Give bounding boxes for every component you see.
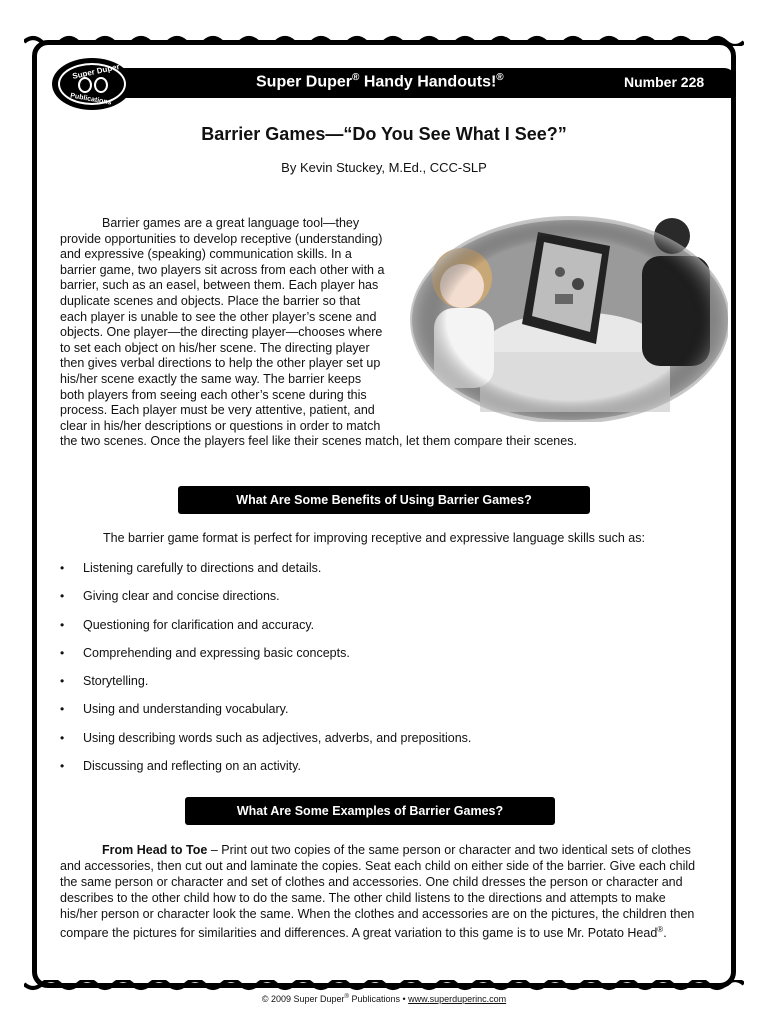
benefit-text: Comprehending and expressing basic concepts.: [83, 645, 350, 660]
footer-copyright-suffix: Publications •: [348, 994, 409, 1004]
footer: [0, 994, 768, 1004]
bullet-icon: •: [60, 645, 65, 660]
benefit-item: [60, 673, 471, 701]
example-title: From Head to Toe: [102, 843, 208, 857]
intro-line: then gives verbal directions to help the other player set up: [60, 356, 381, 371]
header-brand: Super Duper: [256, 73, 353, 91]
logo-bottom-text: Publications: [69, 92, 112, 107]
super-duper-logo: [52, 58, 132, 110]
benefit-item: [60, 758, 471, 786]
document-title: Barrier Games—“Do You See What I See?”: [201, 124, 567, 144]
frame-bottom-wave: [24, 980, 744, 992]
bullet-icon: •: [60, 702, 65, 717]
reg-mark: ®: [657, 925, 664, 934]
bullet-icon: •: [60, 589, 65, 604]
logo-face-left-icon: [78, 77, 92, 93]
benefit-item: [60, 701, 471, 729]
example-end: .: [663, 926, 667, 941]
benefit-item: [60, 645, 471, 673]
benefit-text: Using describing words such as adjectives, adverbs, and prepositions.: [83, 730, 472, 745]
benefit-item: [60, 617, 471, 645]
benefit-text: Discussing and reflecting on an activity.: [83, 759, 301, 774]
benefit-text: Giving clear and concise directions.: [83, 589, 280, 604]
document-byline: By Kevin Stuckey, M.Ed., CCC-SLP: [281, 160, 487, 175]
intro-line: his/her scene exactly the same way. The barrier keeps: [60, 371, 362, 386]
intro-line: to set each object on his/her scene. The directing player: [60, 340, 370, 355]
section-heading-examples: What Are Some Examples of Barrier Games?: [185, 797, 555, 825]
benefits-lead: The barrier game format is perfect for improving receptive and expressive language skills such as:: [103, 531, 645, 545]
bullet-icon: •: [60, 674, 65, 689]
logo-face-right-icon: [94, 77, 108, 93]
header-series: Handy Handouts!: [363, 73, 497, 91]
benefits-list: [60, 560, 471, 786]
intro-line: process. Each player must be very attentive, patient, and: [60, 403, 375, 418]
header-title: [256, 72, 504, 91]
reg-mark: ®: [352, 72, 360, 83]
logo-ring: [58, 63, 126, 105]
children-barrier-game-photo: [410, 212, 728, 422]
intro-line: clear in his/her descriptions or questions in order to match: [60, 418, 381, 433]
benefit-text: Listening carefully to directions and details.: [83, 561, 322, 575]
reg-mark: ®: [496, 72, 504, 83]
benefit-text: Storytelling.: [83, 674, 149, 689]
intro-line: provide opportunities to develop receptive (understanding): [60, 231, 383, 246]
intro-line: barrier game, two players sit across from each other with a: [60, 262, 385, 277]
intro-line: both players from seeing each other’s scene during this: [60, 387, 367, 402]
benefit-text: Questioning for clarification and accuracy.: [83, 617, 315, 632]
bullet-icon: •: [60, 759, 65, 774]
section-heading-benefits: What Are Some Benefits of Using Barrier Games?: [178, 486, 590, 514]
intro-line: objects. One player—the directing player—chooses where: [60, 325, 383, 340]
bullet-icon: •: [60, 617, 65, 632]
intro-last-line: the two scenes. Once the players feel like their scenes match, let them compare their scenes.: [60, 434, 577, 449]
intro-wrapped-text: [60, 216, 408, 434]
benefit-text: Using and understanding vocabulary.: [83, 702, 289, 717]
example-paragraph: [60, 842, 696, 941]
footer-website-link[interactable]: www.superduperinc.com: [408, 994, 507, 1004]
benefit-item: [60, 588, 471, 616]
benefit-item: [60, 560, 471, 588]
footer-copyright: © 2009 Super Duper: [261, 994, 345, 1004]
bullet-icon: •: [60, 730, 65, 745]
logo-top-text: Super Duper: [71, 62, 121, 81]
intro-line: and expressive (speaking) communication skills. In a: [60, 247, 352, 262]
intro-line: barrier, such as an easel, between them. Each player has: [60, 278, 379, 293]
handout-number: Number 228: [624, 74, 705, 90]
intro-line: Barrier games are a great language tool—they: [102, 216, 360, 230]
bullet-icon: •: [60, 561, 65, 575]
example-text: – Print out two copies of the same person or character and two identical sets of clothes and accessories, then cut out and laminate the copies. Seat each child on either side of the barrier. Give each child the same person or character and set of clothes and accessories. One child dresses the person or character and describes to the other child how to do the same. The other child listens to the directions and attempts to make his/her person or character look the same. When the clothes and accessories are on the pictures, the children then compare the pictures for similarities and differences. A great variation to this game is to use Mr. Potato Head: [60, 843, 696, 941]
benefit-item: [60, 730, 471, 758]
reg-mark: ®: [344, 994, 349, 1000]
intro-line: duplicate scenes and objects. Place the barrier so that: [60, 293, 361, 308]
intro-line: each player is unable to see the other player’s scene and: [60, 309, 377, 324]
